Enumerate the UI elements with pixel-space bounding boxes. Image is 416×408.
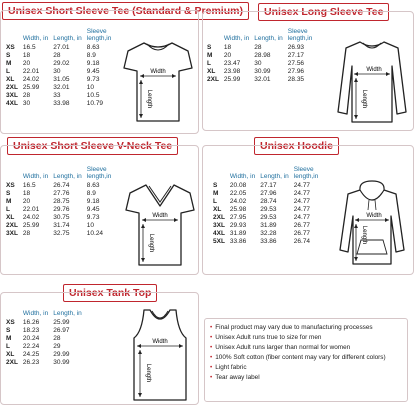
- table-row: [6, 92, 121, 100]
- size-cell: XL: [6, 76, 15, 83]
- table-row: [6, 100, 121, 108]
- value-cell: 23.47: [223, 60, 241, 67]
- value-cell: 33: [53, 92, 61, 99]
- value-cell: 33.86: [260, 238, 277, 245]
- value-cell: 20: [22, 60, 31, 67]
- value-cell: 22.24: [22, 343, 40, 350]
- size-cell: L: [207, 60, 211, 67]
- size-cell: 2XL: [207, 76, 219, 83]
- table-header-row: [207, 28, 322, 44]
- value-cell: 22.05: [229, 190, 247, 197]
- table-row: [6, 359, 87, 367]
- column-header: Length, in: [254, 35, 283, 42]
- value-cell: 31.74: [53, 222, 70, 229]
- value-cell: 32.28: [260, 230, 277, 237]
- value-cell: 24.02: [22, 214, 40, 221]
- long-sleeve-title: Unisex Long Sleeve Tee: [258, 3, 389, 21]
- size-cell: 2XL: [6, 222, 18, 229]
- bullet-icon: •: [210, 354, 213, 361]
- table-header-row: [6, 28, 121, 44]
- value-cell: 28.75: [53, 198, 70, 205]
- size-cell: XL: [213, 206, 222, 213]
- column-header: Width, in: [229, 173, 256, 180]
- value-cell: 25.99: [223, 76, 241, 83]
- value-cell: 30.75: [53, 214, 70, 221]
- value-cell: 24.77: [293, 190, 311, 197]
- value-cell: 20.08: [229, 182, 247, 189]
- table-row: [6, 52, 121, 60]
- size-cell: S: [6, 327, 11, 334]
- tank-top-diagram: [128, 306, 192, 404]
- length-label: Length: [361, 89, 367, 109]
- value-cell: 27.96: [287, 68, 305, 75]
- value-cell: 25.99: [53, 319, 70, 326]
- value-cell: 28: [53, 52, 61, 59]
- value-cell: 30: [53, 68, 61, 75]
- table-row: [213, 222, 328, 230]
- table-row: [213, 230, 328, 238]
- column-header: Width, in: [22, 310, 49, 317]
- size-cell: S: [6, 190, 11, 197]
- table-row: [213, 206, 328, 214]
- table-row: [6, 76, 121, 84]
- short-sleeve-size-table: [6, 28, 121, 108]
- value-cell: 28.35: [287, 76, 305, 83]
- value-cell: 28.74: [260, 198, 277, 205]
- value-cell: 33.86: [229, 238, 247, 245]
- value-cell: 9.18: [86, 60, 100, 67]
- width-label: Width: [366, 213, 382, 219]
- width-label: Width: [152, 339, 168, 345]
- value-cell: 23.98: [223, 68, 241, 75]
- note-item: [210, 353, 402, 363]
- value-cell: 26.93: [287, 44, 305, 51]
- size-cell: L: [6, 206, 10, 213]
- value-cell: 32.75: [53, 230, 70, 237]
- note-item: [210, 333, 402, 343]
- length-label: Length: [361, 225, 367, 245]
- value-cell: 20: [223, 52, 232, 59]
- value-cell: 31.89: [229, 230, 247, 237]
- value-cell: 27.76: [53, 190, 70, 197]
- column-header: [207, 28, 224, 44]
- tank-size-table: [6, 310, 87, 367]
- width-label: Width: [150, 69, 166, 75]
- table-row: [6, 214, 121, 222]
- hoodie-outline: [340, 190, 404, 264]
- length-label: Length: [145, 363, 151, 383]
- size-cell: 3XL: [6, 230, 18, 237]
- value-cell: 32.01: [53, 84, 70, 91]
- value-cell: 16.26: [22, 319, 40, 326]
- note-text: 100% Soft cotton (fiber content may vary for different colors): [215, 354, 386, 361]
- value-cell: 29: [53, 343, 61, 350]
- table-row: [6, 198, 121, 206]
- value-cell: 27.96: [260, 190, 277, 197]
- table-row: [6, 222, 121, 230]
- value-cell: 22.01: [22, 68, 40, 75]
- value-cell: 28.98: [254, 52, 271, 59]
- value-cell: 30.99: [254, 68, 271, 75]
- table-row: [207, 52, 322, 60]
- size-cell: M: [213, 190, 219, 197]
- vneck-size-table: [6, 166, 121, 238]
- vneck-outline: [126, 185, 194, 265]
- value-cell: 30: [254, 60, 262, 67]
- column-header: [6, 166, 23, 182]
- long-sleeve-tee-diagram: [336, 38, 408, 126]
- table-row: [6, 190, 121, 198]
- column-header: Width, in: [22, 173, 49, 180]
- note-item: [210, 363, 402, 373]
- size-cell: 2XL: [6, 359, 18, 366]
- value-cell: 32.01: [254, 76, 271, 83]
- hoodie-title: Unisex Hoodie: [254, 137, 339, 155]
- table-row: [213, 238, 328, 246]
- value-cell: 28: [53, 335, 61, 342]
- note-item: [210, 323, 402, 333]
- value-cell: 29.02: [53, 60, 70, 67]
- tshirt-outline: [124, 43, 192, 121]
- value-cell: 26.77: [293, 222, 311, 229]
- value-cell: 8.63: [86, 182, 100, 189]
- column-header: Length, in: [53, 173, 82, 180]
- width-label: Width: [366, 67, 382, 73]
- value-cell: 10: [86, 84, 95, 91]
- value-cell: 30: [22, 100, 31, 107]
- vneck-tee-diagram: [124, 180, 196, 268]
- value-cell: 20: [22, 198, 31, 205]
- table-row: [6, 230, 121, 238]
- table-row: [207, 68, 322, 76]
- size-cell: 4XL: [213, 230, 225, 237]
- table-row: [213, 198, 328, 206]
- value-cell: 24.77: [293, 206, 311, 213]
- table-row: [6, 327, 87, 335]
- value-cell: 9.18: [86, 198, 100, 205]
- column-header: [6, 28, 23, 44]
- value-cell: 29.76: [53, 206, 70, 213]
- note-item: [210, 343, 402, 353]
- column-header: Sleeve length,in: [86, 166, 112, 180]
- table-row: [207, 44, 322, 52]
- column-header: Length, in: [53, 35, 82, 42]
- value-cell: 27.01: [53, 44, 70, 51]
- width-label: Width: [152, 213, 168, 219]
- column-header: [6, 310, 23, 319]
- value-cell: 27.95: [229, 214, 247, 221]
- note-text: Final product may vary due to manufacturing processes: [215, 324, 373, 331]
- column-header: [213, 166, 230, 182]
- size-cell: M: [207, 52, 213, 59]
- size-cell: XL: [6, 214, 15, 221]
- product-notes: [204, 318, 408, 402]
- size-cell: M: [6, 60, 12, 67]
- size-cell: L: [6, 68, 10, 75]
- size-cell: M: [6, 198, 12, 205]
- value-cell: 28: [254, 44, 262, 51]
- table-row: [6, 182, 121, 190]
- value-cell: 24.02: [22, 76, 40, 83]
- long-sleeve-size-table: [207, 28, 322, 84]
- size-cell: 4XL: [6, 100, 18, 107]
- value-cell: 8.9: [86, 190, 96, 197]
- value-cell: 33.98: [53, 100, 70, 107]
- size-cell: L: [6, 343, 10, 350]
- value-cell: 24.77: [293, 198, 311, 205]
- table-row: [6, 351, 87, 359]
- value-cell: 9.45: [86, 206, 100, 213]
- column-header: Sleeve length,in: [293, 166, 319, 180]
- value-cell: 29.53: [260, 214, 277, 221]
- value-cell: 24.77: [293, 214, 311, 221]
- table-row: [213, 190, 328, 198]
- column-header: Width, in: [223, 35, 250, 42]
- value-cell: 27.17: [287, 52, 305, 59]
- value-cell: 25.98: [229, 206, 247, 213]
- bullet-icon: •: [210, 364, 213, 371]
- table-row: [6, 343, 87, 351]
- value-cell: 22.01: [22, 206, 40, 213]
- table-row: [6, 319, 87, 327]
- note-item: [210, 373, 402, 383]
- value-cell: 26.23: [22, 359, 40, 366]
- length-label: Length: [146, 89, 152, 109]
- value-cell: 18: [223, 44, 232, 51]
- size-cell: XL: [6, 351, 15, 358]
- table-row: [207, 76, 322, 84]
- value-cell: 26.97: [53, 327, 70, 334]
- value-cell: 29.93: [229, 222, 247, 229]
- table-row: [6, 335, 87, 343]
- size-cell: 5XL: [213, 238, 225, 245]
- short-sleeve-title: Unisex Short Sleeve Tee (Standard & Premium): [2, 2, 249, 20]
- size-cell: XS: [6, 182, 15, 189]
- value-cell: 20.24: [22, 335, 40, 342]
- value-cell: 31.89: [260, 222, 277, 229]
- size-cell: L: [213, 198, 217, 205]
- value-cell: 16.5: [22, 44, 36, 51]
- column-header: Length, in: [260, 173, 289, 180]
- value-cell: 26.77: [293, 230, 311, 237]
- table-row: [6, 44, 121, 52]
- value-cell: 31.05: [53, 76, 70, 83]
- note-text: Light fabric: [215, 364, 247, 371]
- table-row: [6, 60, 121, 68]
- value-cell: 9.73: [86, 76, 100, 83]
- table-row: [207, 60, 322, 68]
- size-cell: XS: [6, 319, 15, 326]
- table-row: [213, 214, 328, 222]
- value-cell: 10.5: [86, 92, 100, 99]
- table-row: [6, 206, 121, 214]
- note-text: Unisex Adult runs true to size for men: [215, 334, 322, 341]
- table-row: [6, 68, 121, 76]
- value-cell: 27.17: [260, 182, 277, 189]
- value-cell: 18: [22, 52, 31, 59]
- bullet-icon: •: [210, 374, 213, 381]
- size-cell: 2XL: [6, 84, 18, 91]
- value-cell: 8.63: [86, 44, 100, 51]
- value-cell: 25.99: [22, 222, 40, 229]
- bullet-icon: •: [210, 334, 213, 341]
- value-cell: 9.45: [86, 68, 100, 75]
- bullet-icon: •: [210, 324, 213, 331]
- hoodie-size-table: [213, 166, 328, 246]
- tank-outline: [134, 310, 186, 400]
- value-cell: 27.56: [287, 60, 305, 67]
- size-cell: 3XL: [213, 222, 225, 229]
- table-header-row: [6, 166, 121, 182]
- size-cell: S: [207, 44, 212, 51]
- column-header: Length, in: [53, 310, 82, 317]
- size-cell: S: [213, 182, 218, 189]
- size-cell: S: [6, 52, 11, 59]
- value-cell: 8.9: [86, 52, 96, 59]
- note-text: Tear away label: [215, 374, 260, 381]
- value-cell: 18.23: [22, 327, 40, 334]
- table-header-row: [6, 310, 87, 319]
- value-cell: 24.77: [293, 182, 311, 189]
- table-row: [6, 84, 121, 92]
- hoodie-diagram: [334, 180, 410, 268]
- size-cell: XL: [207, 68, 216, 75]
- vneck-title: Unisex Short Sleeve V-Neck Tee: [7, 137, 178, 155]
- size-cell: 3XL: [6, 92, 18, 99]
- size-cell: M: [6, 335, 12, 342]
- column-header: Sleeve length,in: [86, 28, 112, 42]
- value-cell: 24.25: [22, 351, 40, 358]
- column-header: Sleeve length,in: [287, 28, 313, 42]
- value-cell: 29.53: [260, 206, 277, 213]
- value-cell: 24.02: [229, 198, 247, 205]
- value-cell: 28: [22, 92, 31, 99]
- value-cell: 25.99: [22, 84, 40, 91]
- table-header-row: [213, 166, 328, 182]
- column-header: Width, in: [22, 35, 49, 42]
- value-cell: 10.79: [86, 100, 104, 107]
- value-cell: 10.24: [86, 230, 104, 237]
- value-cell: 29.99: [53, 351, 70, 358]
- table-row: [213, 182, 328, 190]
- size-cell: XS: [6, 44, 15, 51]
- length-label: Length: [148, 233, 154, 253]
- long-sleeve-outline: [338, 42, 406, 122]
- value-cell: 18: [22, 190, 31, 197]
- note-text: Unisex Adult runs larger than normal for women: [215, 344, 351, 351]
- value-cell: 28: [22, 230, 31, 237]
- value-cell: 26.74: [293, 238, 311, 245]
- value-cell: 30.99: [53, 359, 70, 366]
- bullet-icon: •: [210, 344, 213, 351]
- value-cell: 9.73: [86, 214, 100, 221]
- size-cell: 2XL: [213, 214, 225, 221]
- value-cell: 10: [86, 222, 95, 229]
- tank-title: Unisex Tank Top: [63, 284, 157, 302]
- value-cell: 16.5: [22, 182, 36, 189]
- value-cell: 26.74: [53, 182, 70, 189]
- short-sleeve-tee-diagram: [122, 38, 194, 124]
